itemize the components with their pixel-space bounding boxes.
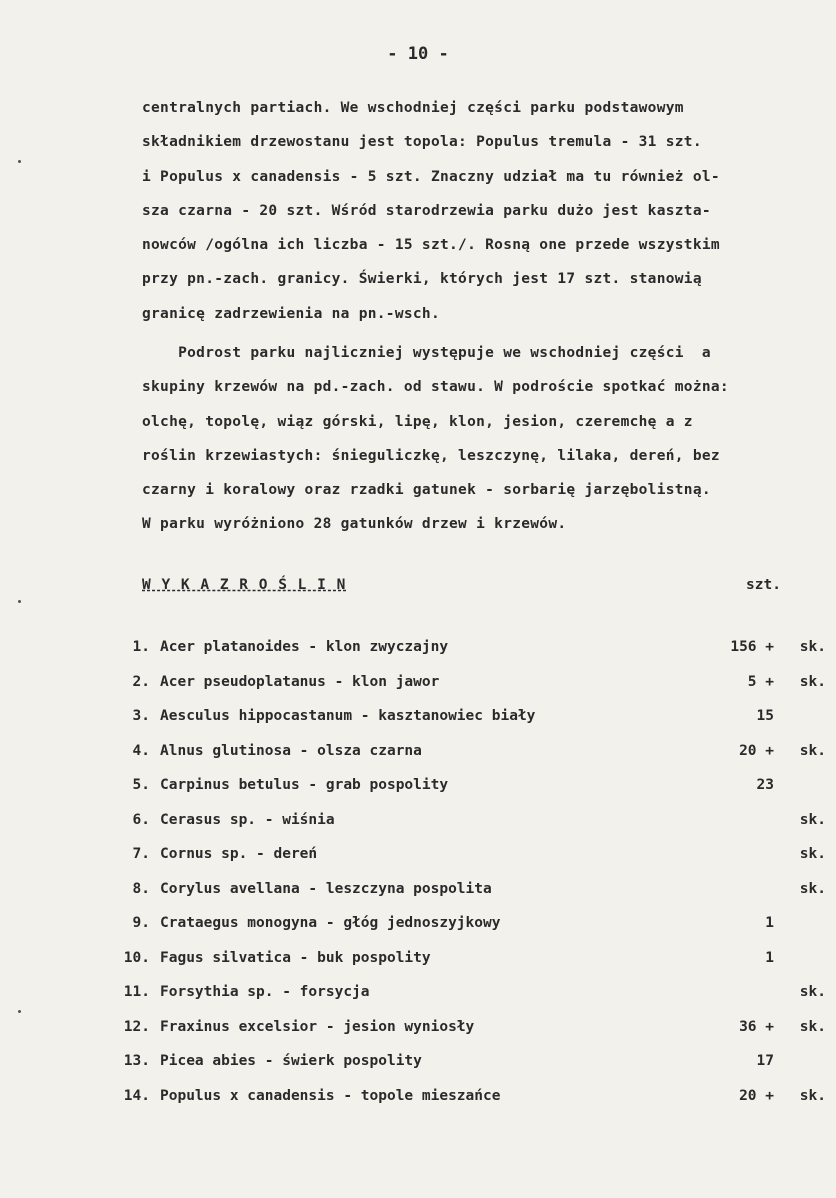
page-number: - 10 - <box>387 44 449 64</box>
list-item <box>130 768 830 803</box>
list-item <box>130 803 830 838</box>
list-item <box>123 1079 830 1114</box>
shrub-mark: sk. <box>799 880 826 897</box>
text-line: roślin krzewiastych: śnieguliczkę, leszczynę, lilaka, dereń, bez <box>142 447 720 464</box>
shrub-mark: sk. <box>799 1018 826 1035</box>
list-item <box>130 699 830 734</box>
quantity: 156 + <box>730 639 774 655</box>
plant-name: Picea abies - świerk pospolity <box>160 1053 422 1069</box>
item-number: 1. <box>132 639 150 655</box>
text-line: czarny i koralowy oraz rzadki gatunek - sorbarię jarzębolistną. <box>142 482 711 499</box>
paragraph-2 <box>142 336 729 542</box>
scan-mark <box>18 600 21 603</box>
item-number: 9. <box>132 915 150 931</box>
shrub-mark: sk. <box>799 846 826 862</box>
plant-name: Corylus avellana - leszczyna pospolita <box>160 880 492 897</box>
text-line: granicę zadrzewienia na pn.-wsch. <box>142 305 440 322</box>
shrub-mark: sk. <box>799 673 826 690</box>
plant-name: Cornus sp. - dereń <box>160 846 318 862</box>
item-number: 7. <box>132 846 150 862</box>
text-line: centralnych partiach. We wschodniej części parku podstawowym <box>142 100 684 116</box>
quantity: 5 + <box>747 673 774 690</box>
shrub-mark: sk. <box>799 639 826 655</box>
shrub-mark: sk. <box>799 742 826 759</box>
text-line: składnikiem drzewostanu jest topola: Populus tremula - 31 szt. <box>142 134 702 151</box>
shrub-mark: sk. <box>799 1087 826 1104</box>
plant-name: Alnus glutinosa - olsza czarna <box>160 742 422 759</box>
item-number: 4. <box>132 742 150 759</box>
item-number: 10. <box>123 949 150 966</box>
quantity: 15 <box>756 708 774 724</box>
plant-name: Carpinus betulus - grab pospolity <box>160 777 449 793</box>
text-line: nowców /ogólna ich liczba - 15 szt./. Rosną one przede wszystkim <box>142 237 720 254</box>
scan-mark <box>18 160 21 163</box>
text-line: olchę, topolę, wiąz górski, lipę, klon, jesion, czeremchę a z <box>142 413 693 430</box>
shrub-mark: sk. <box>799 984 826 1000</box>
quantity: 20 + <box>739 742 774 759</box>
text-line: W parku wyróżniono 28 gatunków drzew i krzewów. <box>142 516 567 533</box>
plant-name: Acer platanoides - klon zwyczajny <box>160 639 449 655</box>
list-item <box>123 1010 830 1045</box>
list-item <box>130 665 830 700</box>
plant-name: Fagus silvatica - buk pospolity <box>160 949 431 966</box>
plant-name: Acer pseudoplatanus - klon jawor <box>160 673 440 690</box>
plant-name: Forsythia sp. - forsycja <box>160 984 370 1000</box>
paragraph-1 <box>142 91 720 331</box>
item-number: 13. <box>123 1053 150 1069</box>
list-item <box>130 630 830 665</box>
unit-header: szt. <box>746 577 781 593</box>
list-item <box>130 906 830 941</box>
item-number: 5. <box>132 777 150 793</box>
list-item <box>123 941 830 976</box>
scan-mark <box>18 1010 21 1013</box>
plant-name: Populus x canadensis - topole mieszańce <box>160 1087 501 1104</box>
list-item <box>130 872 830 907</box>
list-item <box>130 837 830 872</box>
item-number: 3. <box>132 708 150 724</box>
text-line: przy pn.-zach. granicy. Świerki, których jest 17 szt. stanowią <box>142 271 702 288</box>
list-item <box>123 975 830 1010</box>
quantity: 20 + <box>739 1087 774 1104</box>
quantity: 1 <box>765 915 774 931</box>
item-number: 12. <box>123 1018 150 1035</box>
quantity: 1 <box>765 949 774 966</box>
plant-list <box>123 630 830 1113</box>
shrub-mark: sk. <box>799 811 826 828</box>
text-line: Podrost parku najliczniej występuje we wschodniej części a <box>142 345 711 361</box>
text-line: sza czarna - 20 szt. Wśród starodrzewia parku dużo jest kaszta- <box>142 202 711 219</box>
plant-name: Crataegus monogyna - głóg jednoszyjkowy <box>160 915 501 931</box>
quantity: 17 <box>756 1053 774 1069</box>
plant-name: Aesculus hippocastanum - kasztanowiec biały <box>160 708 536 724</box>
list-title: W Y K A Z R O Ś L I N <box>142 577 347 593</box>
quantity: 23 <box>756 777 774 793</box>
item-number: 14. <box>123 1087 150 1104</box>
plant-name: Cerasus sp. - wiśnia <box>160 811 335 828</box>
item-number: 11. <box>123 984 150 1000</box>
text-line: skupiny krzewów na pd.-zach. od stawu. W podroście spotkać można: <box>142 379 729 396</box>
item-number: 8. <box>132 880 150 897</box>
list-item <box>123 1044 830 1079</box>
list-heading <box>142 577 822 593</box>
item-number: 2. <box>132 673 150 690</box>
list-item <box>130 734 830 769</box>
text-line: i Populus x canadensis - 5 szt. Znaczny udział ma tu również ol- <box>142 168 720 185</box>
plant-name: Fraxinus excelsior - jesion wyniosły <box>160 1018 475 1035</box>
quantity: 36 + <box>739 1018 774 1035</box>
item-number: 6. <box>132 811 150 828</box>
